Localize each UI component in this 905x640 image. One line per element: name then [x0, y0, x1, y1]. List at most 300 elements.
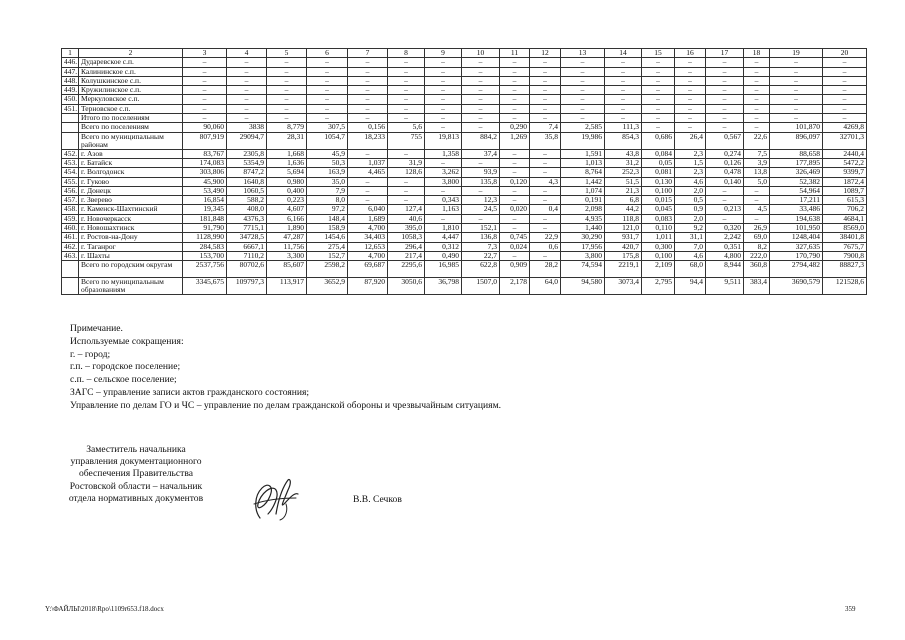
- value-cell: –: [605, 76, 642, 85]
- row-number-cell: 461.: [62, 233, 79, 242]
- value-cell: –: [530, 76, 561, 85]
- row-name-cell: г. Гуково: [79, 177, 183, 186]
- value-cell: 158,9: [307, 224, 348, 233]
- handwritten-signature: [246, 474, 306, 524]
- note-line: г. – город;: [70, 348, 111, 360]
- value-cell: 0,081: [642, 168, 675, 177]
- value-cell: 1,689: [348, 214, 388, 223]
- value-cell: 0,100: [642, 251, 675, 260]
- signer-position: [40, 444, 232, 505]
- row-number-cell: 452.: [62, 149, 79, 158]
- value-cell: –: [530, 158, 561, 167]
- value-cell: 755: [388, 132, 425, 149]
- value-cell: 6,166: [267, 214, 307, 223]
- value-cell: –: [530, 168, 561, 177]
- value-cell: 8,0: [307, 196, 348, 205]
- value-cell: –: [388, 58, 425, 67]
- value-cell: 69,687: [348, 261, 388, 278]
- value-cell: –: [770, 104, 823, 113]
- value-cell: –: [388, 67, 425, 76]
- value-cell: 0,084: [642, 149, 675, 158]
- value-cell: –: [605, 95, 642, 104]
- value-cell: –: [561, 95, 605, 104]
- row-number-cell: [62, 114, 79, 123]
- value-cell: 54,964: [770, 186, 823, 195]
- value-cell: –: [388, 76, 425, 85]
- value-cell: –: [744, 196, 770, 205]
- value-cell: 2,242: [706, 233, 744, 242]
- value-cell: –: [706, 104, 744, 113]
- value-cell: –: [307, 114, 348, 123]
- value-cell: –: [675, 104, 706, 113]
- value-cell: 28,2: [530, 261, 561, 278]
- row-name-cell: г. Зверево: [79, 196, 183, 205]
- value-cell: 0,156: [348, 123, 388, 132]
- value-cell: 0,6: [530, 242, 561, 251]
- value-cell: –: [675, 67, 706, 76]
- value-cell: –: [267, 58, 307, 67]
- value-cell: 0,100: [642, 186, 675, 195]
- value-cell: 5,694: [267, 168, 307, 177]
- value-cell: –: [706, 123, 744, 132]
- value-cell: 148,4: [307, 214, 348, 223]
- value-cell: –: [706, 186, 744, 195]
- value-cell: 4,6: [675, 251, 706, 260]
- value-cell: 706,2: [823, 205, 867, 214]
- value-cell: 4,447: [425, 233, 462, 242]
- value-cell: 383,4: [744, 278, 770, 295]
- value-cell: 19,345: [183, 205, 227, 214]
- value-cell: –: [425, 67, 462, 76]
- value-cell: –: [462, 58, 500, 67]
- value-cell: –: [530, 149, 561, 158]
- table-row: [62, 76, 867, 85]
- signer-position-line: отдела нормативных документов: [68, 492, 204, 504]
- value-cell: 4,3: [530, 177, 561, 186]
- value-cell: 2,3: [675, 168, 706, 177]
- value-cell: –: [770, 95, 823, 104]
- value-cell: 307,5: [307, 123, 348, 132]
- value-cell: 7,0: [675, 242, 706, 251]
- value-cell: –: [706, 196, 744, 205]
- value-cell: 3690,579: [770, 278, 823, 295]
- value-cell: 3,800: [425, 177, 462, 186]
- value-cell: 22,6: [744, 132, 770, 149]
- row-number-cell: 460.: [62, 224, 79, 233]
- value-cell: –: [675, 86, 706, 95]
- table-row: [62, 58, 867, 67]
- value-cell: 37,4: [462, 149, 500, 158]
- value-cell: –: [307, 67, 348, 76]
- value-cell: 2305,8: [227, 149, 267, 158]
- value-cell: –: [388, 86, 425, 95]
- value-cell: –: [227, 114, 267, 123]
- value-cell: 33,486: [770, 205, 823, 214]
- table-row: [62, 261, 867, 278]
- value-cell: 4,5: [744, 205, 770, 214]
- value-cell: –: [605, 104, 642, 113]
- value-cell: 7110,2: [227, 251, 267, 260]
- value-cell: –: [605, 58, 642, 67]
- value-cell: 109797,3: [227, 278, 267, 295]
- row-number-cell: 462.: [62, 242, 79, 251]
- value-cell: 152,7: [307, 251, 348, 260]
- value-cell: 2598,2: [307, 261, 348, 278]
- value-cell: –: [500, 67, 530, 76]
- value-cell: 36,798: [425, 278, 462, 295]
- table-row: [62, 168, 867, 177]
- value-cell: –: [500, 186, 530, 195]
- value-cell: –: [462, 214, 500, 223]
- value-cell: 284,583: [183, 242, 227, 251]
- value-cell: 2,795: [642, 278, 675, 295]
- value-cell: 17,956: [561, 242, 605, 251]
- table-row: [62, 205, 867, 214]
- value-cell: 4,700: [348, 224, 388, 233]
- row-number-cell: 455.: [62, 177, 79, 186]
- value-cell: 4,607: [267, 205, 307, 214]
- value-cell: 85,607: [267, 261, 307, 278]
- value-cell: 3652,9: [307, 278, 348, 295]
- table-row: [62, 242, 867, 251]
- value-cell: 5354,9: [227, 158, 267, 167]
- value-cell: 622,8: [462, 261, 500, 278]
- value-cell: –: [500, 58, 530, 67]
- value-cell: 0,126: [706, 158, 744, 167]
- value-cell: –: [561, 86, 605, 95]
- value-cell: 1454,6: [307, 233, 348, 242]
- value-cell: –: [183, 95, 227, 104]
- value-cell: –: [675, 76, 706, 85]
- table-row: [62, 251, 867, 260]
- value-cell: 19,813: [425, 132, 462, 149]
- signer-name: В.В. Сечков: [353, 494, 402, 505]
- value-cell: 1,668: [267, 149, 307, 158]
- value-cell: 0,5: [675, 196, 706, 205]
- value-cell: 360,8: [744, 261, 770, 278]
- row-name-cell: г. Таганрог: [79, 242, 183, 251]
- value-cell: 31,9: [388, 158, 425, 167]
- value-cell: 0,120: [500, 177, 530, 186]
- value-cell: –: [530, 251, 561, 260]
- value-cell: –: [388, 177, 425, 186]
- value-cell: –: [425, 95, 462, 104]
- row-number-cell: [62, 132, 79, 149]
- row-name-cell: Всего по поселениям: [79, 123, 183, 132]
- value-cell: 0,213: [706, 205, 744, 214]
- row-number-cell: 458.: [62, 205, 79, 214]
- table-row: [62, 132, 867, 149]
- column-header: 9: [425, 49, 462, 58]
- column-header: 16: [675, 49, 706, 58]
- row-number-cell: 451.: [62, 104, 79, 113]
- value-cell: 0,290: [500, 123, 530, 132]
- value-cell: –: [307, 86, 348, 95]
- value-cell: –: [227, 86, 267, 95]
- value-cell: –: [823, 95, 867, 104]
- value-cell: 1089,7: [823, 186, 867, 195]
- value-cell: 1,890: [267, 224, 307, 233]
- value-cell: 121,0: [605, 224, 642, 233]
- table-row: [62, 123, 867, 132]
- value-cell: –: [183, 86, 227, 95]
- value-cell: 1060,5: [227, 186, 267, 195]
- row-name-cell: Терновское с.п.: [79, 104, 183, 113]
- value-cell: 0,045: [642, 205, 675, 214]
- value-cell: 16,854: [183, 196, 227, 205]
- value-cell: 113,917: [267, 278, 307, 295]
- value-cell: 9399,7: [823, 168, 867, 177]
- value-cell: 807,919: [183, 132, 227, 149]
- value-cell: –: [307, 76, 348, 85]
- value-cell: 17,211: [770, 196, 823, 205]
- value-cell: 52,382: [770, 177, 823, 186]
- value-cell: 0,400: [267, 186, 307, 195]
- value-cell: –: [823, 104, 867, 113]
- value-cell: 0,191: [561, 196, 605, 205]
- value-cell: 1507,0: [462, 278, 500, 295]
- value-cell: 0,980: [267, 177, 307, 186]
- row-number-cell: 456.: [62, 186, 79, 195]
- value-cell: –: [744, 123, 770, 132]
- value-cell: 296,4: [388, 242, 425, 251]
- value-cell: –: [605, 67, 642, 76]
- value-cell: –: [823, 86, 867, 95]
- value-cell: 8,764: [561, 168, 605, 177]
- table-row: [62, 95, 867, 104]
- value-cell: 2,0: [675, 186, 706, 195]
- table-row: [62, 214, 867, 223]
- value-cell: –: [823, 67, 867, 76]
- value-cell: –: [348, 86, 388, 95]
- column-header: 15: [642, 49, 675, 58]
- value-cell: 118,8: [605, 214, 642, 223]
- value-cell: –: [307, 58, 348, 67]
- value-cell: 2,098: [561, 205, 605, 214]
- row-number-cell: 448.: [62, 76, 79, 85]
- value-cell: –: [227, 67, 267, 76]
- value-cell: 74,594: [561, 261, 605, 278]
- value-cell: 19,986: [561, 132, 605, 149]
- value-cell: –: [642, 104, 675, 113]
- column-header: 6: [307, 49, 348, 58]
- value-cell: –: [388, 196, 425, 205]
- row-name-cell: г. Новочеркасск: [79, 214, 183, 223]
- value-cell: 4684,1: [823, 214, 867, 223]
- table-row: [62, 114, 867, 123]
- value-cell: 16,985: [425, 261, 462, 278]
- value-cell: –: [770, 86, 823, 95]
- row-name-cell: Калининское с.п.: [79, 67, 183, 76]
- value-cell: –: [744, 186, 770, 195]
- value-cell: –: [561, 67, 605, 76]
- value-cell: –: [530, 214, 561, 223]
- table-row: [62, 186, 867, 195]
- value-cell: 5472,2: [823, 158, 867, 167]
- value-cell: –: [706, 214, 744, 223]
- value-cell: –: [462, 67, 500, 76]
- value-cell: 83,767: [183, 149, 227, 158]
- value-cell: 3,9: [744, 158, 770, 167]
- row-name-cell: Всего по муниципальным образованиям: [79, 278, 183, 295]
- value-cell: –: [227, 76, 267, 85]
- value-cell: –: [500, 86, 530, 95]
- notes-title: Примечание.: [70, 323, 123, 334]
- value-cell: –: [561, 76, 605, 85]
- value-cell: 0,686: [642, 132, 675, 149]
- value-cell: 80702,6: [227, 261, 267, 278]
- row-number-cell: 446.: [62, 58, 79, 67]
- value-cell: –: [500, 224, 530, 233]
- value-cell: 128,6: [388, 168, 425, 177]
- column-header: 5: [267, 49, 307, 58]
- value-cell: –: [183, 58, 227, 67]
- value-cell: –: [500, 196, 530, 205]
- row-number-cell: 450.: [62, 95, 79, 104]
- value-cell: 4269,8: [823, 123, 867, 132]
- value-cell: 174,083: [183, 158, 227, 167]
- value-cell: 30,290: [561, 233, 605, 242]
- value-cell: –: [348, 58, 388, 67]
- row-name-cell: Всего по муниципальным районам: [79, 132, 183, 149]
- value-cell: –: [348, 67, 388, 76]
- value-cell: –: [500, 95, 530, 104]
- row-number-cell: [62, 123, 79, 132]
- column-header: 11: [500, 49, 530, 58]
- value-cell: –: [183, 104, 227, 113]
- row-number-cell: [62, 278, 79, 295]
- value-cell: 90,060: [183, 123, 227, 132]
- value-cell: 88,658: [770, 149, 823, 158]
- value-cell: 13,8: [744, 168, 770, 177]
- value-cell: –: [307, 104, 348, 113]
- value-cell: 51,5: [605, 177, 642, 186]
- value-cell: –: [675, 58, 706, 67]
- value-cell: –: [823, 58, 867, 67]
- value-cell: –: [425, 114, 462, 123]
- value-cell: 29094,7: [227, 132, 267, 149]
- row-number-cell: 447.: [62, 67, 79, 76]
- value-cell: –: [642, 86, 675, 95]
- value-cell: 153,700: [183, 251, 227, 260]
- value-cell: –: [462, 186, 500, 195]
- value-cell: 31,1: [675, 233, 706, 242]
- value-cell: 0,320: [706, 224, 744, 233]
- value-cell: –: [744, 114, 770, 123]
- row-name-cell: Колушкинское с.п.: [79, 76, 183, 85]
- row-name-cell: г. Ростов-на-Дону: [79, 233, 183, 242]
- value-cell: –: [605, 114, 642, 123]
- value-cell: 931,7: [605, 233, 642, 242]
- data-table: [61, 48, 867, 295]
- value-cell: –: [462, 95, 500, 104]
- note-line: Используемые сокращения:: [70, 335, 184, 347]
- value-cell: 1,636: [267, 158, 307, 167]
- value-cell: –: [770, 114, 823, 123]
- value-cell: 327,635: [770, 242, 823, 251]
- value-cell: 40,6: [388, 214, 425, 223]
- value-cell: –: [530, 224, 561, 233]
- value-cell: 3345,675: [183, 278, 227, 295]
- value-cell: 3073,4: [605, 278, 642, 295]
- value-cell: 26,9: [744, 224, 770, 233]
- value-cell: –: [462, 158, 500, 167]
- value-cell: 22,7: [462, 251, 500, 260]
- column-header: 8: [388, 49, 425, 58]
- value-cell: –: [388, 104, 425, 113]
- file-path: Y:\ФАЙЛЫ\2018\Rpo\1109r653.f18.docx: [45, 605, 164, 613]
- value-cell: 21,3: [605, 186, 642, 195]
- value-cell: 8569,0: [823, 224, 867, 233]
- value-cell: 34728,5: [227, 233, 267, 242]
- row-name-cell: г. Каменск-Шахтинский: [79, 205, 183, 214]
- table-row: [62, 278, 867, 295]
- value-cell: 0,024: [500, 242, 530, 251]
- value-cell: 0,490: [425, 251, 462, 260]
- value-cell: 68,0: [675, 261, 706, 278]
- value-cell: –: [462, 104, 500, 113]
- value-cell: 101,950: [770, 224, 823, 233]
- value-cell: –: [530, 67, 561, 76]
- row-number-cell: 459.: [62, 214, 79, 223]
- row-name-cell: Итого по поселениям: [79, 114, 183, 123]
- value-cell: –: [530, 196, 561, 205]
- value-cell: –: [267, 104, 307, 113]
- value-cell: –: [183, 114, 227, 123]
- value-cell: 0,015: [642, 196, 675, 205]
- table-row: [62, 86, 867, 95]
- column-header: 1: [62, 49, 79, 58]
- row-name-cell: Кружилинское с.п.: [79, 86, 183, 95]
- value-cell: –: [642, 67, 675, 76]
- value-cell: –: [227, 58, 267, 67]
- signer-position-line: Заместитель начальника: [86, 444, 186, 455]
- value-cell: –: [706, 76, 744, 85]
- row-number-cell: 463.: [62, 251, 79, 260]
- value-cell: –: [425, 186, 462, 195]
- value-cell: –: [425, 104, 462, 113]
- value-cell: 175,8: [605, 251, 642, 260]
- value-cell: 2,3: [675, 149, 706, 158]
- value-cell: 8,779: [267, 123, 307, 132]
- value-cell: –: [744, 67, 770, 76]
- value-cell: 7715,1: [227, 224, 267, 233]
- value-cell: –: [388, 186, 425, 195]
- value-cell: –: [267, 86, 307, 95]
- table-row: [62, 149, 867, 158]
- table-row: [62, 224, 867, 233]
- value-cell: 0,223: [267, 196, 307, 205]
- value-cell: 35,0: [307, 177, 348, 186]
- value-cell: 45,900: [183, 177, 227, 186]
- value-cell: –: [530, 86, 561, 95]
- value-cell: –: [388, 149, 425, 158]
- value-cell: 9,2: [675, 224, 706, 233]
- value-cell: 7900,8: [823, 251, 867, 260]
- value-cell: –: [530, 104, 561, 113]
- value-cell: –: [605, 86, 642, 95]
- value-cell: 12,653: [348, 242, 388, 251]
- value-cell: 32701,3: [823, 132, 867, 149]
- value-cell: 0,351: [706, 242, 744, 251]
- value-cell: 2219,1: [605, 261, 642, 278]
- value-cell: 101,870: [770, 123, 823, 132]
- value-cell: 1248,404: [770, 233, 823, 242]
- value-cell: –: [500, 76, 530, 85]
- value-cell: 135,8: [462, 177, 500, 186]
- value-cell: –: [642, 123, 675, 132]
- column-header: 7: [348, 49, 388, 58]
